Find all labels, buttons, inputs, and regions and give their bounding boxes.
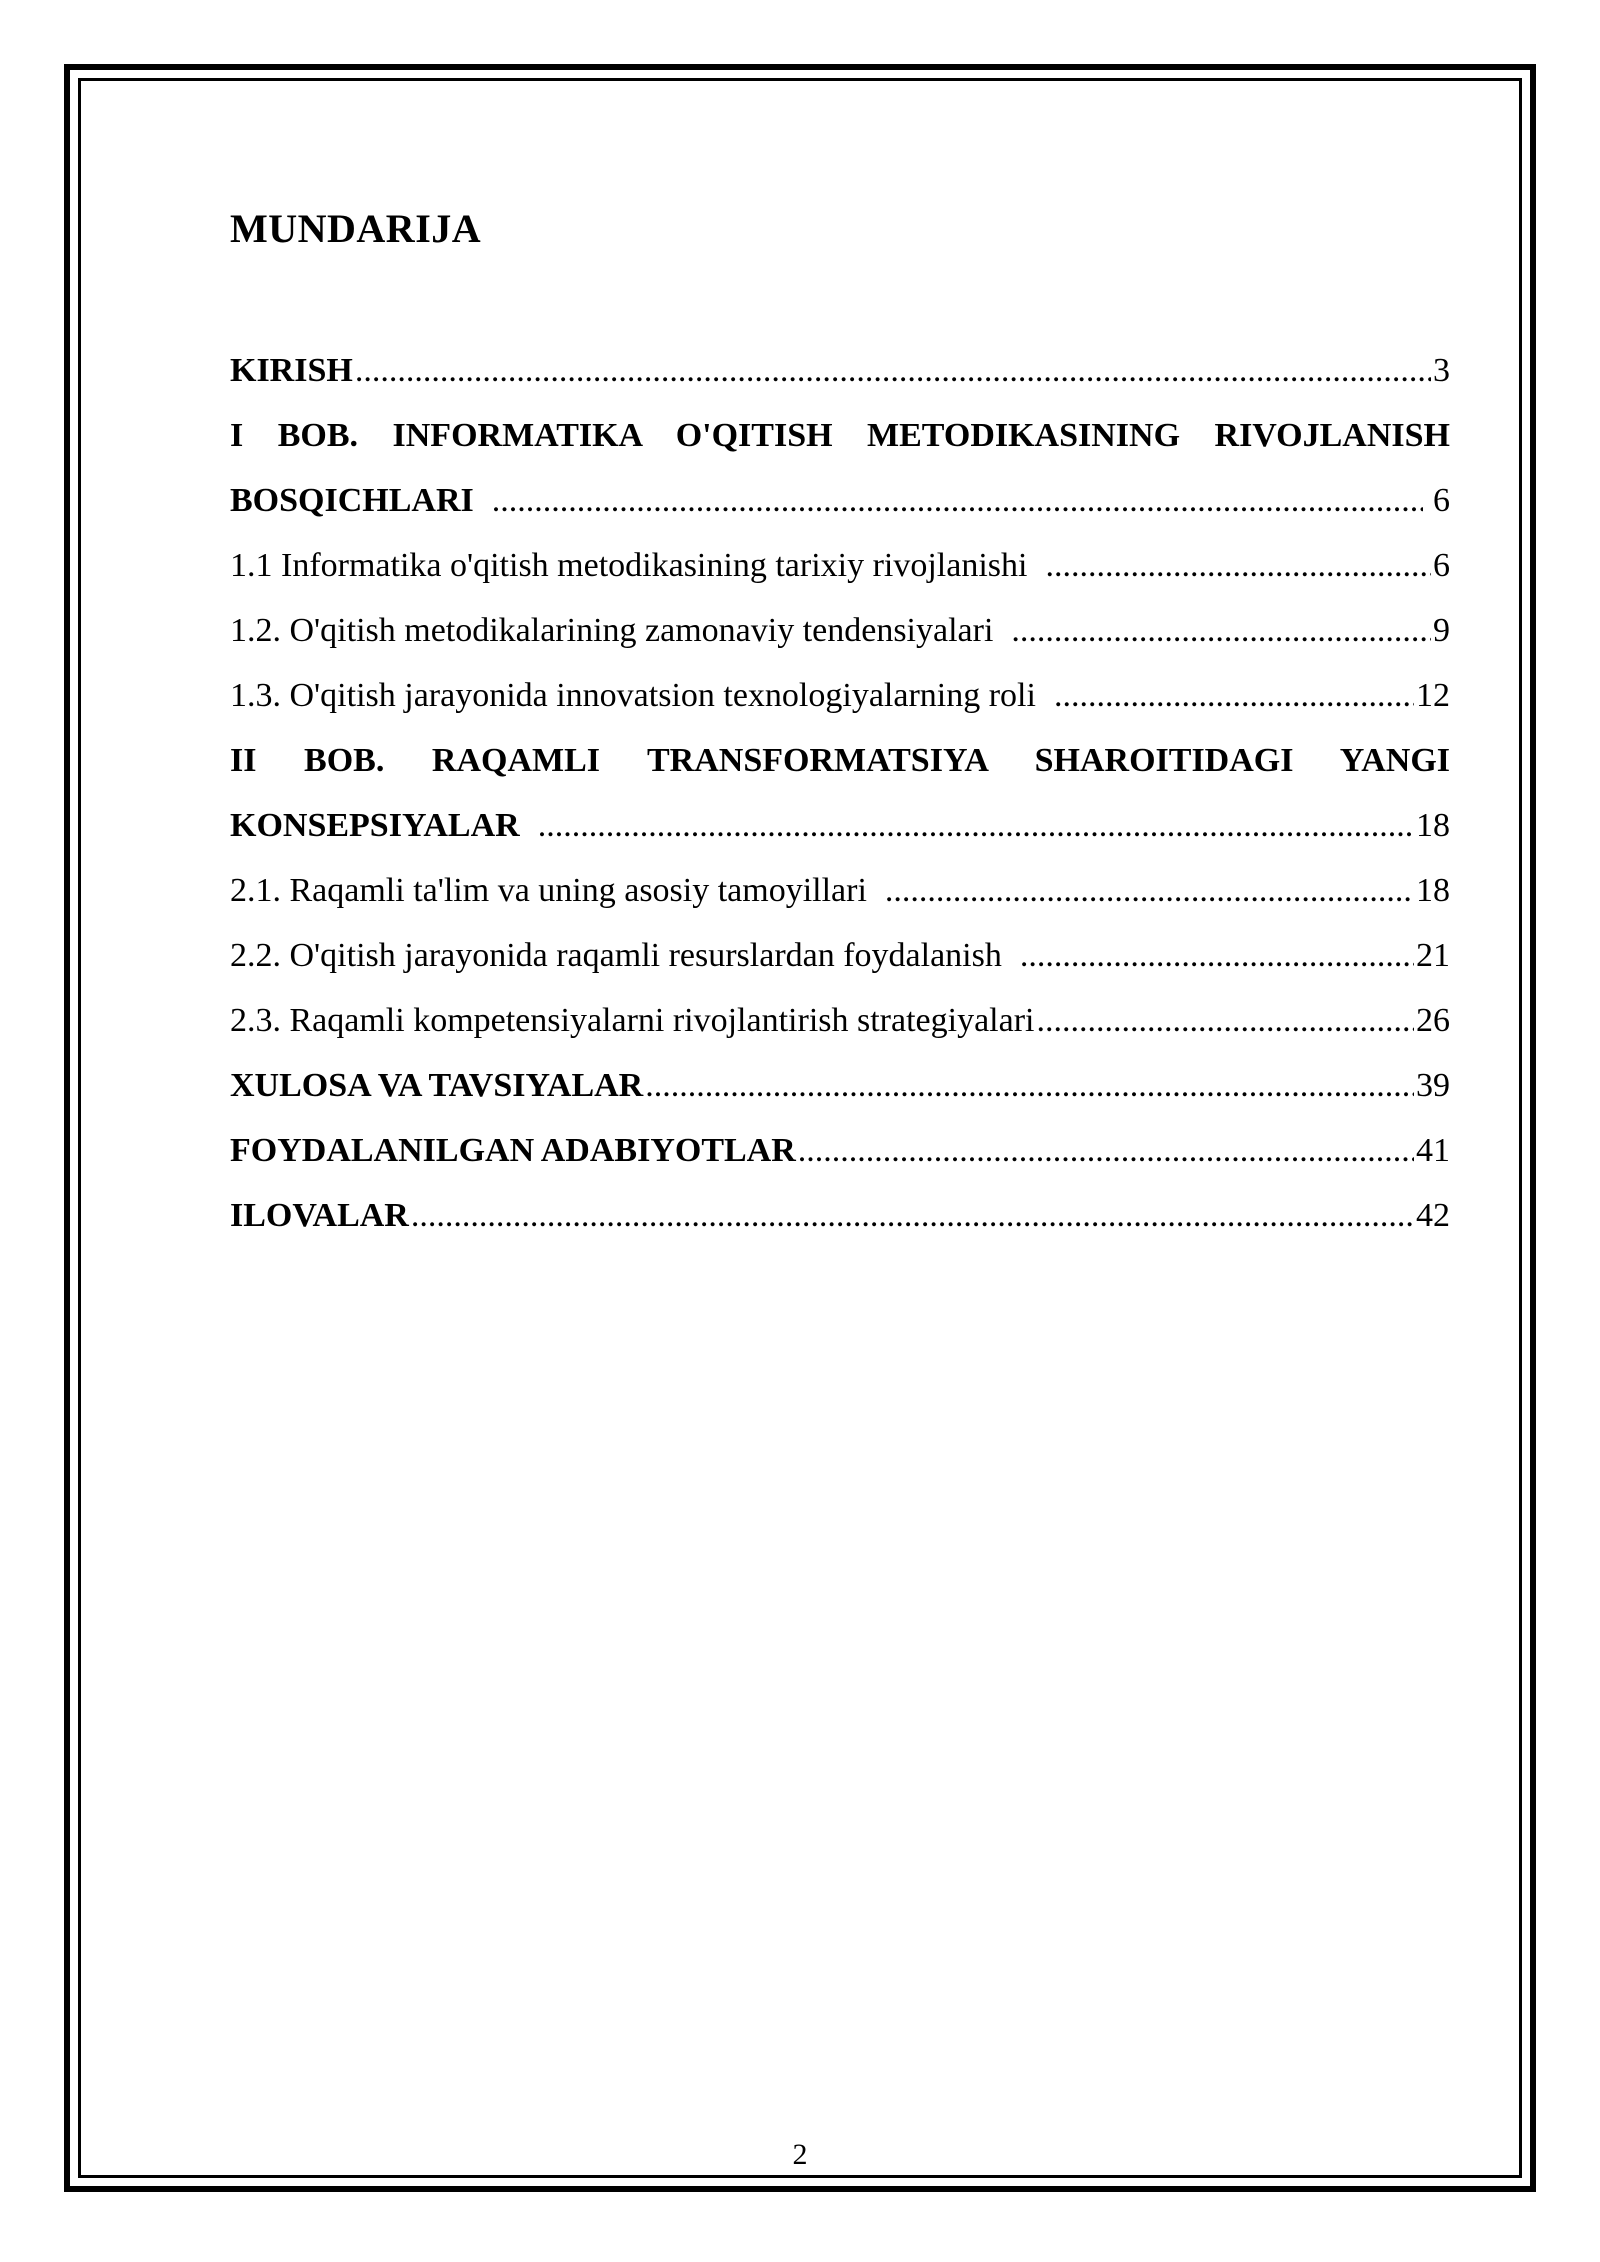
toc-leader-dots [885,858,1414,923]
toc-leader-dots [355,338,1431,403]
toc-entry-text: KONSEPSIYALAR [230,807,520,844]
toc-page-number: 9 [1433,612,1450,649]
toc-page-number: 26 [1416,1002,1450,1039]
toc-leader-dots [1020,923,1414,988]
toc-leader-dots [1036,988,1414,1053]
toc-entry-kirish[interactable] [230,338,1450,403]
toc-entry-chapter1[interactable] [230,468,1450,533]
toc-leader-dots [1045,533,1431,598]
toc-entry-2-2[interactable] [230,923,1450,988]
toc-leader-dots [492,468,1423,533]
toc-entry-text: 2.2. O'qitish jarayonida raqamli resurslardan foydalanish [230,937,1002,974]
toc-entry-chapter2-line1[interactable]: II BOB. RAQAMLI TRANSFORMATSIYA SHAROITIDAGI YANGI [230,742,1450,779]
toc-leader-dots [1011,598,1431,663]
toc-entry-2-3[interactable] [230,988,1450,1053]
toc-entry-1-1[interactable] [230,533,1450,598]
toc-entry-2-1[interactable] [230,858,1450,923]
toc-entry-1-3[interactable] [230,663,1450,728]
toc-page-number: 6 [1433,547,1450,584]
toc-entry-xulosa[interactable] [230,1053,1450,1118]
toc-page-number: 42 [1416,1197,1450,1234]
toc-entry-text: 1.2. O'qitish metodikalarining zamonaviy tendensiyalari [230,612,994,649]
toc-page-number: 3 [1433,352,1450,389]
toc-leader-dots [538,793,1414,858]
toc-leader-dots [798,1118,1414,1183]
toc-entry-text: XULOSA VA TAVSIYALAR [230,1067,644,1104]
toc-entry-chapter1-line1[interactable]: I BOB. INFORMATIKA O'QITISH METODIKASINING RIVOJLANISH [230,417,1450,454]
toc-entry-adabiyotlar[interactable] [230,1118,1450,1183]
toc-entry-text: KIRISH [230,352,353,389]
toc-entry-chapter2[interactable] [230,793,1450,858]
toc-entry-ilovalar[interactable] [230,1183,1450,1248]
toc-leader-dots [411,1183,1414,1248]
toc-page-number: 41 [1416,1132,1450,1169]
toc-entry-text: FOYDALANILGAN ADABIYOTLAR [230,1132,796,1169]
toc-page-number: 21 [1416,937,1450,974]
toc-entry-text: BOSQICHLARI [230,482,474,519]
toc-page-number: 6 [1433,482,1450,519]
table-of-contents [230,338,1450,1248]
toc-leader-dots [645,1053,1414,1118]
toc-page-number: 39 [1416,1067,1450,1104]
toc-page-number: 18 [1416,807,1450,844]
toc-page-number: 18 [1416,872,1450,909]
page-number: 2 [792,2138,808,2171]
page-title: MUNDARIJA [230,206,482,251]
toc-entry-text: ILOVALAR [230,1197,409,1234]
toc-entry-text: 2.3. Raqamli kompetensiyalarni rivojlantirish strategiyalari [230,1002,1035,1039]
toc-entry-text: 1.1 Informatika o'qitish metodikasining tarixiy rivojlanishi [230,547,1028,584]
toc-page-number: 12 [1416,677,1450,714]
toc-entry-text: 1.3. O'qitish jarayonida innovatsion texnologiyalarning roli [230,677,1036,714]
toc-entry-text: 2.1. Raqamli ta'lim va uning asosiy tamoyillari [230,872,867,909]
toc-leader-dots [1054,663,1414,728]
toc-entry-1-2[interactable] [230,598,1450,663]
